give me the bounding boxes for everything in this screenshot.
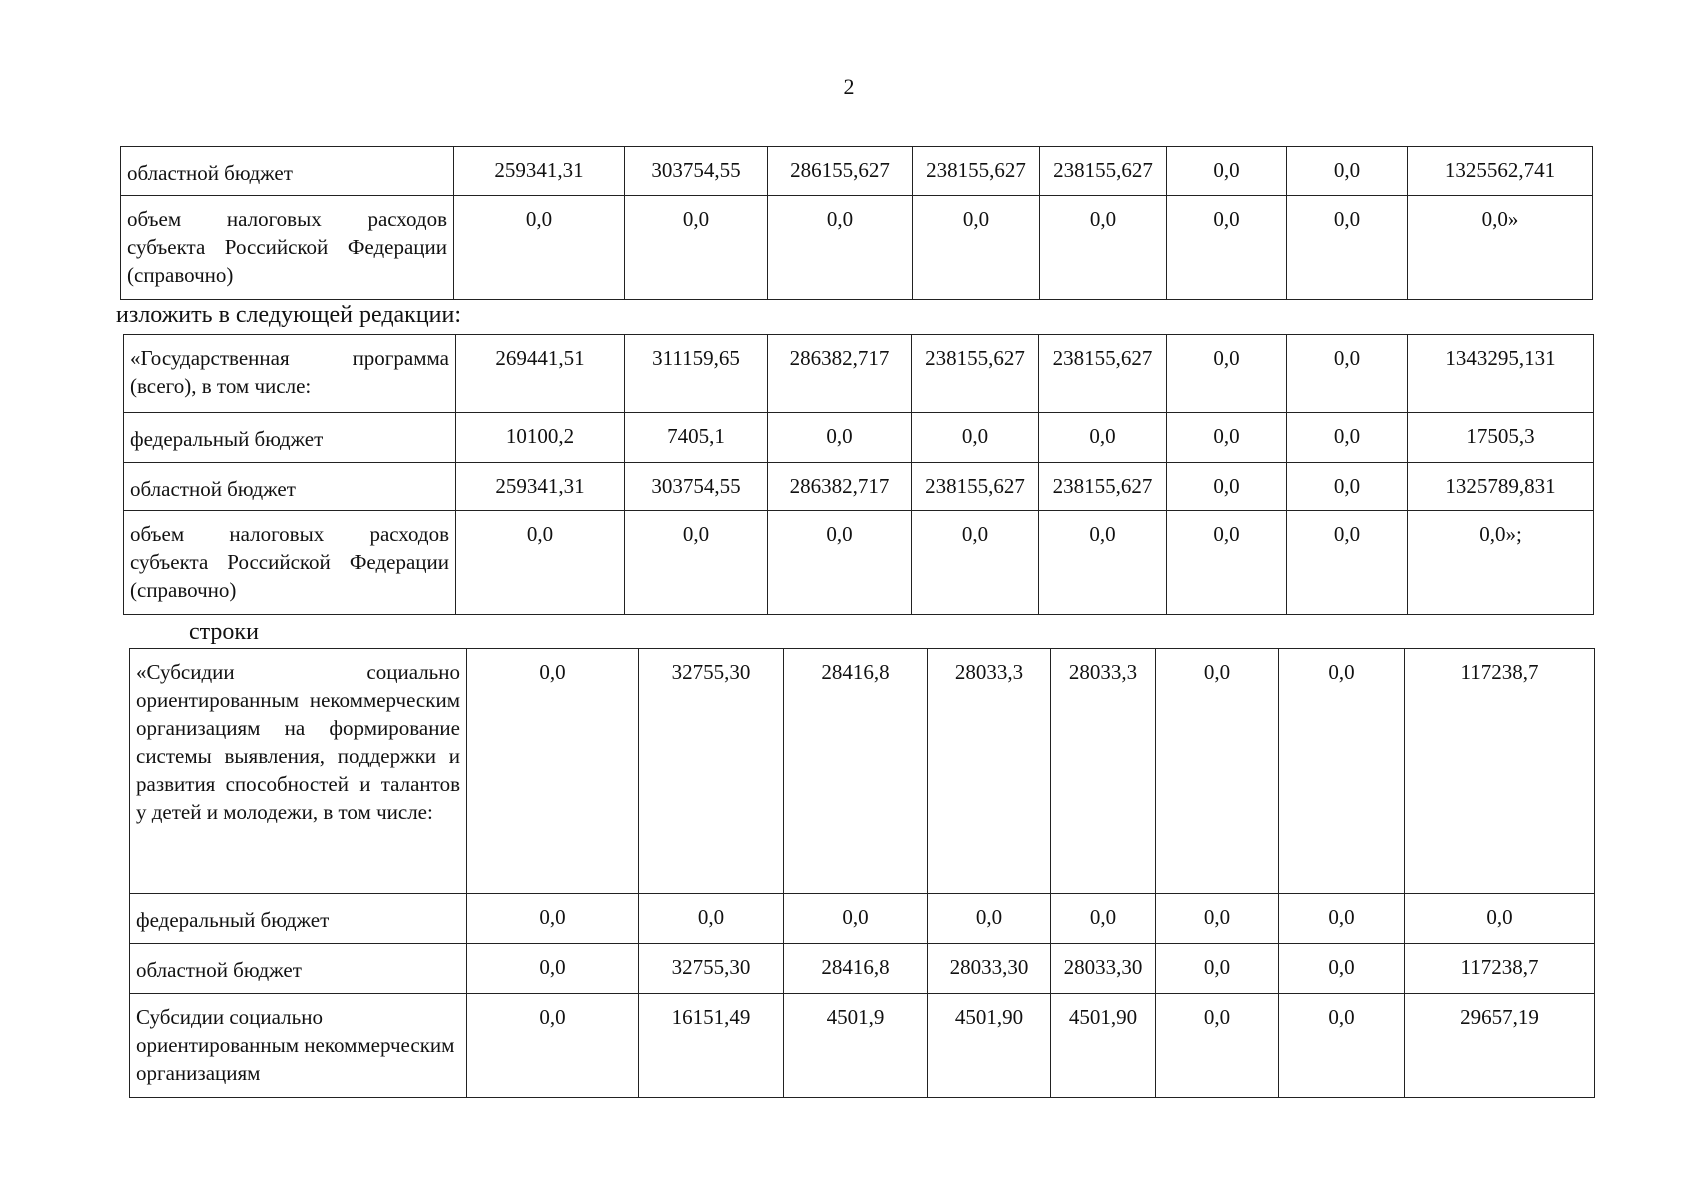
table-cell: 0,0 (1039, 511, 1167, 615)
table-cell: 0,0 (639, 894, 784, 944)
row-label: «Субсидии социально ориентированным некоммерческим организациям на формирование системы выявления, поддержки и развития способностей и талантов у детей и молодежи, в том числе: (130, 649, 467, 894)
table-cell: 28033,30 (1051, 944, 1156, 994)
table-cell: 16151,49 (639, 994, 784, 1098)
table-cell: 1325789,831 (1408, 463, 1594, 511)
table-cell: 238155,627 (912, 335, 1039, 413)
table-cell: 32755,30 (639, 944, 784, 994)
table-cell: 303754,55 (625, 147, 768, 196)
table-cell: 0,0 (912, 511, 1039, 615)
table-cell: 0,0 (784, 894, 928, 944)
table-cell: 0,0 (912, 413, 1039, 463)
table-cell: 0,0 (1167, 463, 1287, 511)
table-row (124, 335, 1594, 413)
row-label: объем налоговых расходов субъекта Российской Федерации (справочно) (121, 196, 454, 300)
table-cell: 0,0 (1156, 994, 1279, 1098)
table-cell: 0,0 (625, 196, 768, 300)
table-row (130, 894, 1595, 944)
table-cell: 0,0 (467, 649, 639, 894)
table-cell: 28416,8 (784, 649, 928, 894)
table-cell: 0,0 (768, 511, 912, 615)
table-cell: 0,0» (1408, 196, 1593, 300)
table-cell: 4501,90 (1051, 994, 1156, 1098)
row-label: областной бюджет (130, 944, 467, 994)
table-cell: 238155,627 (913, 147, 1040, 196)
table-cell: 0,0 (1167, 196, 1287, 300)
table-cell: 259341,31 (456, 463, 625, 511)
row-label: «Государственная программа (всего), в том числе: (124, 335, 456, 413)
table-cell: 1325562,741 (1408, 147, 1593, 196)
table-cell: 29657,19 (1405, 994, 1595, 1098)
page-number: 2 (843, 74, 855, 99)
table-cell: 4501,90 (928, 994, 1051, 1098)
table-cell: 0,0 (625, 511, 768, 615)
table-cell: 0,0 (467, 944, 639, 994)
table-cell: 0,0 (456, 511, 625, 615)
table-row (124, 463, 1594, 511)
table-cell: 0,0 (768, 196, 913, 300)
table-cell: 0,0 (1167, 413, 1287, 463)
table-row (130, 944, 1595, 994)
table-cell: 7405,1 (625, 413, 768, 463)
budget-table-subsidies (129, 648, 1595, 1098)
table-cell: 0,0 (467, 994, 639, 1098)
table-cell: 32755,30 (639, 649, 784, 894)
table-cell: 286382,717 (768, 463, 912, 511)
table-cell: 0,0 (768, 413, 912, 463)
table-cell: 17505,3 (1408, 413, 1594, 463)
new-edition-caption: изложить в следующей редакции: (116, 302, 462, 328)
row-label: федеральный бюджет (124, 413, 456, 463)
table-cell: 269441,51 (456, 335, 625, 413)
table-cell: 0,0 (1156, 944, 1279, 994)
table-cell: 0,0 (1279, 944, 1405, 994)
table-cell: 238155,627 (1040, 147, 1167, 196)
table-cell: 286155,627 (768, 147, 913, 196)
table-cell: 117238,7 (1405, 649, 1595, 894)
table-cell: 28033,3 (1051, 649, 1156, 894)
row-label: объем налоговых расходов субъекта Российской Федерации (справочно) (124, 511, 456, 615)
table-cell: 0,0 (1287, 147, 1408, 196)
table-cell: 0,0 (454, 196, 625, 300)
table-cell: 0,0 (1287, 413, 1408, 463)
table-row (121, 147, 1593, 196)
table-cell: 28033,3 (928, 649, 1051, 894)
table-cell: 0,0 (1287, 196, 1408, 300)
table-cell: 0,0»; (1408, 511, 1594, 615)
table-cell: 0,0 (928, 894, 1051, 944)
table-cell: 259341,31 (454, 147, 625, 196)
table-row (124, 511, 1594, 615)
table-row (121, 196, 1593, 300)
table-cell: 0,0 (467, 894, 639, 944)
budget-table-previous (120, 146, 1593, 300)
table-cell: 238155,627 (1039, 335, 1167, 413)
budget-table-new-edition (123, 334, 1594, 615)
table-cell: 303754,55 (625, 463, 768, 511)
table-cell: 0,0 (1167, 147, 1287, 196)
table-cell: 117238,7 (1405, 944, 1595, 994)
table-cell: 0,0 (1279, 994, 1405, 1098)
table-cell: 0,0 (1279, 649, 1405, 894)
table-cell: 311159,65 (625, 335, 768, 413)
table-cell: 0,0 (1156, 894, 1279, 944)
row-label: Субсидии социально ориентированным некоммерческим организациям (130, 994, 467, 1098)
table-cell: 0,0 (1051, 894, 1156, 944)
table-cell: 0,0 (913, 196, 1040, 300)
row-label: областной бюджет (124, 463, 456, 511)
table-cell: 28033,30 (928, 944, 1051, 994)
table-cell: 28416,8 (784, 944, 928, 994)
table-cell: 0,0 (1405, 894, 1595, 944)
table-cell: 4501,9 (784, 994, 928, 1098)
table-cell: 0,0 (1279, 894, 1405, 944)
rows-caption: строки (189, 619, 259, 645)
table-cell: 10100,2 (456, 413, 625, 463)
table-cell: 238155,627 (1039, 463, 1167, 511)
table-cell: 0,0 (1287, 335, 1408, 413)
table-cell: 1343295,131 (1408, 335, 1594, 413)
table-cell: 286382,717 (768, 335, 912, 413)
table-row (124, 413, 1594, 463)
row-label: федеральный бюджет (130, 894, 467, 944)
table-cell: 0,0 (1167, 335, 1287, 413)
table-cell: 0,0 (1156, 649, 1279, 894)
table-cell: 238155,627 (912, 463, 1039, 511)
table-row (130, 994, 1595, 1098)
table-cell: 0,0 (1040, 196, 1167, 300)
table-cell: 0,0 (1287, 463, 1408, 511)
table-cell: 0,0 (1167, 511, 1287, 615)
table-row (130, 649, 1595, 894)
row-label: областной бюджет (121, 147, 454, 196)
table-cell: 0,0 (1039, 413, 1167, 463)
table-cell: 0,0 (1287, 511, 1408, 615)
